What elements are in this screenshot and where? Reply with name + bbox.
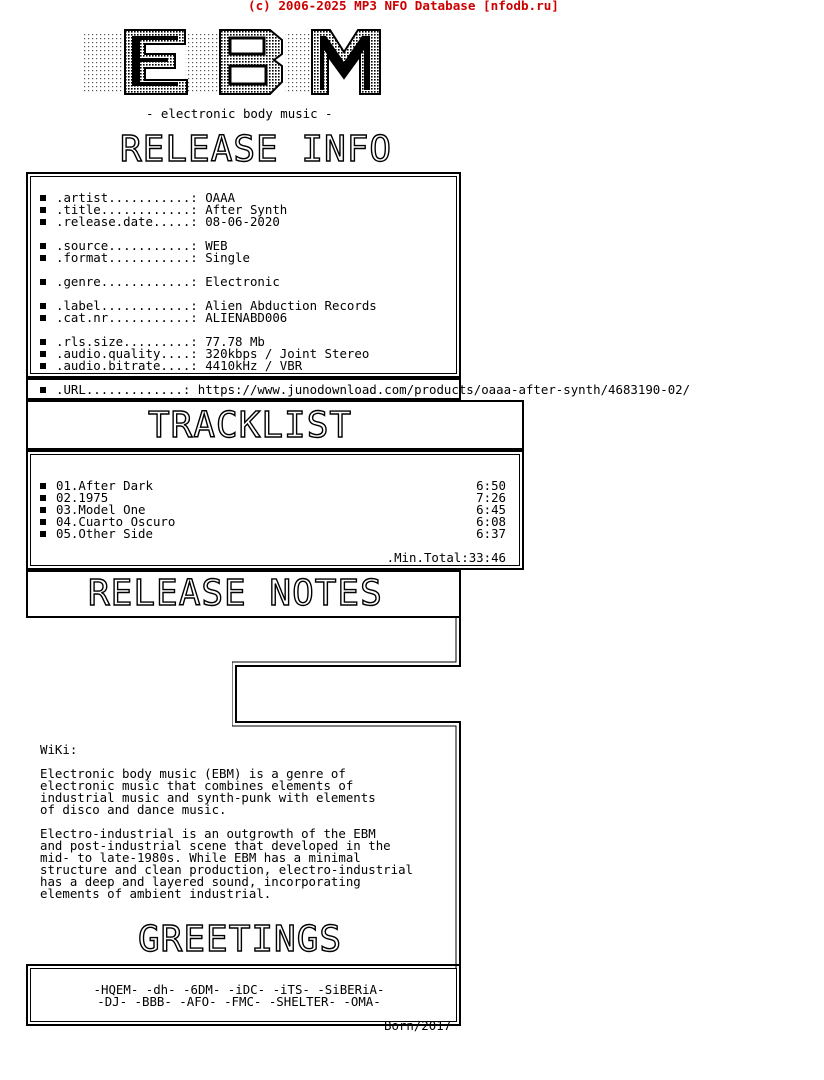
bullet-icon — [40, 279, 46, 285]
bullet-icon — [40, 363, 46, 369]
release-notes-heading: RELEASE NOTES — [88, 573, 383, 614]
wiki-label: WiKi: — [40, 742, 78, 757]
tracklist — [40, 480, 506, 564]
info-row-rls-size: .rls.size.........: 77.78 Mb — [40, 336, 377, 348]
bullet-icon — [40, 315, 46, 321]
info-row-cat-nr: .cat.nr...........: ALIENABD006 — [40, 312, 377, 324]
tracklist-total: .Min.Total:33:46 — [386, 550, 506, 565]
greetings-line: -DJ- -BBB- -AFO- -FMC- -SHELTER- -OMA- — [97, 994, 381, 1009]
info-row-artist: .artist...........: OAAA — [40, 192, 377, 204]
track-row: 03.Model One 6:45 — [40, 504, 506, 516]
bullet-icon — [40, 303, 46, 309]
info-row-label: .label............: Alien Abduction Records — [40, 300, 377, 312]
greetings-list — [64, 984, 414, 1008]
site-header: (c) 2006-2025 MP3 NFO Database [nfodb.ru] — [248, 0, 559, 13]
track-row: 05.Other Side 6:37 — [40, 528, 506, 540]
bullet-icon — [40, 519, 46, 525]
bullet-icon — [40, 207, 46, 213]
info-row-genre: .genre............: Electronic — [40, 276, 377, 288]
info-row-source: .source...........: WEB — [40, 240, 377, 252]
track-row: 04.Cuarto Oscuro 6:08 — [40, 516, 506, 528]
bullet-icon — [40, 507, 46, 513]
ebm-logo — [80, 22, 385, 100]
bullet-icon — [40, 195, 46, 201]
bullet-icon — [40, 243, 46, 249]
info-row-title: .title............: After Synth — [40, 204, 377, 216]
logo-tagline: - electronic body music - — [146, 106, 333, 121]
release-info-heading: RELEASE INFO — [120, 129, 393, 170]
info-row-audio-bitrate: .audio.bitrate....: 4410kHz / VBR — [40, 360, 377, 372]
bullet-icon — [40, 339, 46, 345]
bullet-icon — [40, 495, 46, 501]
wiki-paragraph-2: Electro-industrial is an outgrowth of the EBM and post-industrial scene that developed in the mid- to late-1980s. While EBM has a minimal structure and clean production, electro-industrial has a deep and layered sound, incorporating elements of ambient industrial. — [40, 826, 413, 901]
greetings-line: -HQEM- -dh- -6DM- -iDC- -iTS- -SiBERiA- — [93, 982, 385, 997]
release-info-list — [40, 192, 377, 372]
bullet-icon — [40, 387, 46, 393]
wiki-paragraph-1: Electronic body music (EBM) is a genre of electronic music that combines elements of industrial music and synth-punk with elements of disco and dance music. — [40, 766, 376, 817]
bullet-icon — [40, 351, 46, 357]
bullet-icon — [40, 255, 46, 261]
info-row-release-date: .release.date.....: 08-06-2020 — [40, 216, 377, 228]
url-link[interactable]: .URL.............: https://www.junodownload.com/products/oaaa-after-synth/4683190-02/ — [56, 382, 691, 397]
tracklist-heading: TRACKLIST — [148, 405, 353, 446]
info-row-format: .format...........: Single — [40, 252, 377, 264]
signature: Born/2017 — [384, 1018, 452, 1033]
track-row: 01.After Dark 6:50 — [40, 480, 506, 492]
bullet-icon — [40, 219, 46, 225]
info-row-audio-quality: .audio.quality....: 320kbps / Joint Stereo — [40, 348, 377, 360]
bullet-icon — [40, 531, 46, 537]
greetings-heading: GREETINGS — [138, 919, 343, 960]
track-row: 02.1975 7:26 — [40, 492, 506, 504]
info-row-url — [40, 384, 690, 396]
bullet-icon — [40, 483, 46, 489]
